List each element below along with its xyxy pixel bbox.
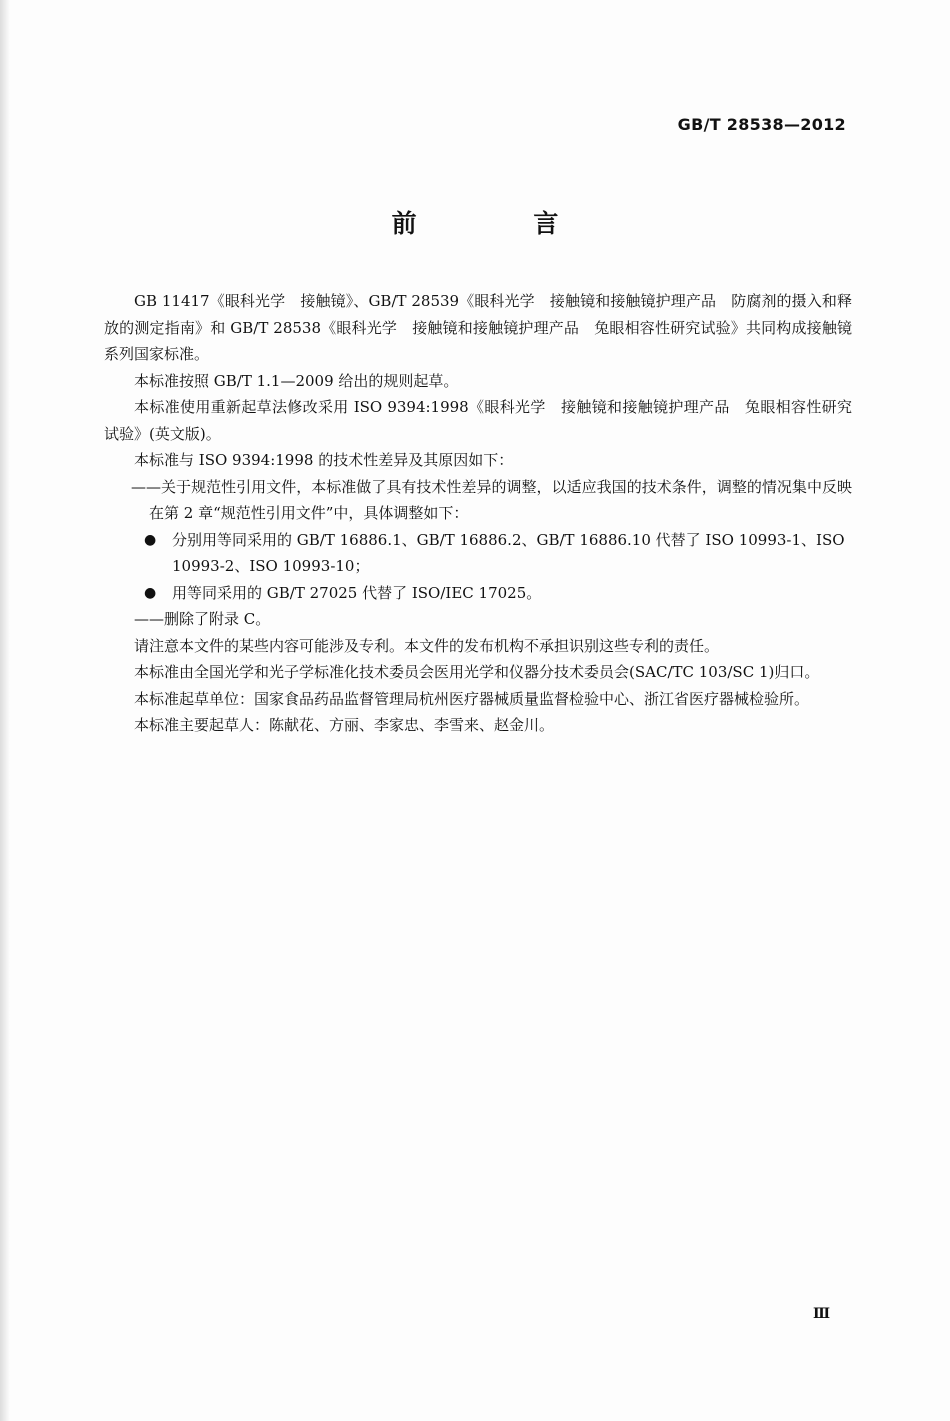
foreword-body (104, 288, 852, 739)
paragraph-drafting-rules: 本标准按照 GB/T 1.1—2009 给出的规则起草。 (134, 371, 459, 390)
standard-code: GB/T 28538—2012 (677, 115, 846, 134)
paragraph-series: GB 11417《眼科光学 接触镜》、GB/T 28539《眼科光学 接触镜和接触镜护理产品 防腐剂的摄入和释放的测定指南》和 GB/T 28538《眼科光学 接触镜和接触镜护理产品 兔眼相容性研究试验》共同构成接触镜系列国家标准。 (104, 292, 852, 363)
bullet-icon: ● (144, 584, 157, 601)
paragraph-normative-references: ——关于规范性引用文件，本标准做了具有技术性差异的调整，以适应我国的技术条件，调整的情况集中反映在第 2 章“规范性引用文件”中，具体调整如下： (131, 477, 852, 522)
bullet-text: 分别用等同采用的 GB/T 16886.1、GB/T 16886.2、GB/T 16886.10 代替了 ISO 10993-1、ISO 10993-2、ISO 10993-10； (172, 530, 845, 575)
bullet-icon: ● (144, 531, 157, 548)
paragraph-adoption: 本标准使用重新起草法修改采用 ISO 9394:1998《眼科光学 接触镜和接触镜护理产品 兔眼相容性研究试验》(英文版)。 (104, 398, 852, 443)
bullet-item (104, 527, 852, 580)
paragraph-drafters: 本标准主要起草人：陈献花、方丽、李家忠、李雪来、赵金川。 (134, 716, 555, 734)
paragraph-annex-removed: ——删除了附录 C。 (134, 610, 271, 628)
paragraph-differences: 本标准与 ISO 9394:1998 的技术性差异及其原因如下： (134, 451, 514, 469)
paragraph-drafting-units: 本标准起草单位：国家食品药品监督管理局杭州医疗器械质量监督检验中心、浙江省医疗器械检验所。 (134, 689, 810, 708)
paragraph-committee: 本标准由全国光学和光子学标准化技术委员会医用光学和仪器分技术委员会(SAC/TC 103/SC 1)归口。 (134, 663, 820, 681)
page-title: 前 言 (391, 209, 613, 238)
page-number: Ⅲ (812, 1306, 830, 1322)
paragraph-patent-notice: 请注意本文件的某些内容可能涉及专利。本文件的发布机构不承担识别这些专利的责任。 (134, 636, 720, 655)
bullet-item (104, 580, 852, 607)
bullet-text: 用等同采用的 GB/T 27025 代替了 ISO/IEC 17025。 (172, 583, 542, 602)
